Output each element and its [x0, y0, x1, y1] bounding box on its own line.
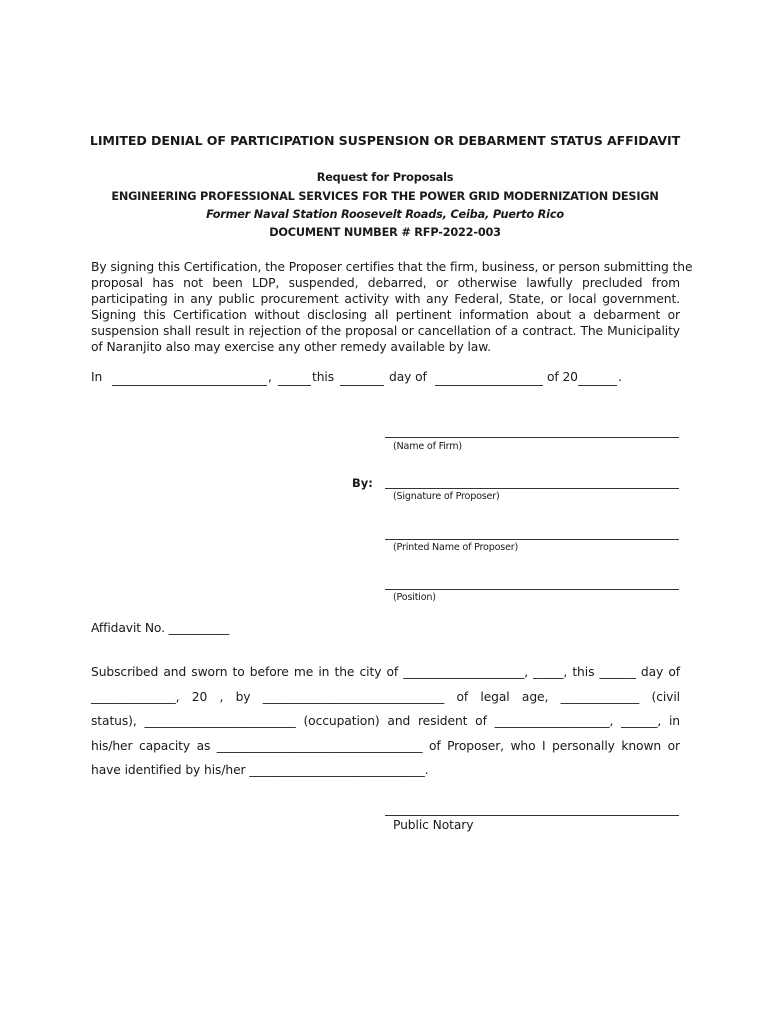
month-blank[interactable] — [435, 385, 543, 386]
paragraph-line: of Naranjito also may exercise any other remedy available by law. — [91, 340, 491, 354]
by-label: By: — [352, 476, 373, 490]
project-title: ENGINEERING PROFESSIONAL SERVICES FOR THE POWER GRID MODERNIZATION DESIGN — [111, 190, 659, 203]
firm-name-line[interactable] — [385, 437, 679, 438]
certification-paragraph — [91, 259, 693, 355]
notary-line: ______________, 20 , by ______________________________ of legal age, _____________ (civil — [91, 689, 680, 704]
day-number-blank[interactable] — [340, 385, 384, 386]
paragraph-line: proposal has not been LDP, suspended, debarred, or otherwise lawfully precluded from — [91, 276, 680, 290]
project-location: Former Naval Station Roosevelt Roads, Ceiba, Puerto Rico — [206, 208, 564, 221]
notary-paragraph — [91, 660, 680, 783]
notary-line: Subscribed and sworn to before me in the city of ____________________, _____, this ______ day of — [91, 665, 680, 679]
document-title: LIMITED DENIAL OF PARTICIPATION SUSPENSION OR DEBARMENT STATUS AFFIDAVIT — [89, 133, 681, 148]
date-line-this: this — [312, 370, 335, 384]
paragraph-line: participating in any public procurement activity with any Federal, State, or local government. — [91, 292, 680, 306]
printed-name-label: (Printed Name of Proposer) — [393, 542, 519, 553]
notary-line: status), _________________________ (occupation) and resident of ___________________, ______, in — [91, 714, 680, 728]
position-line[interactable] — [385, 589, 679, 590]
notary-signature-line[interactable] — [385, 815, 679, 816]
signature-line[interactable] — [385, 488, 679, 489]
document-number: DOCUMENT NUMBER # RFP-2022-003 — [269, 226, 501, 239]
position-label: (Position) — [393, 592, 436, 603]
paragraph-line: By signing this Certification, the Proposer certifies that the firm, business, or person submitting the — [91, 260, 693, 274]
date-line-day-of: day of — [389, 370, 427, 384]
paragraph-line: suspension shall result in rejection of the proposal or cancellation of a contract. The Municipality — [91, 324, 680, 338]
rfp-subtitle: Request for Proposals — [316, 171, 454, 184]
date-line-in: In — [91, 370, 103, 384]
day-blank[interactable] — [278, 385, 311, 386]
public-notary-label: Public Notary — [393, 818, 474, 832]
date-line-of-20: of 20 — [547, 370, 578, 384]
paragraph-line: Signing this Certification without disclosing all pertinent information about a debarment or — [91, 308, 680, 322]
city-blank[interactable] — [112, 385, 267, 386]
date-line-period: . — [618, 370, 622, 384]
signature-label: (Signature of Proposer) — [393, 491, 500, 502]
printed-name-line[interactable] — [385, 539, 679, 540]
year-blank[interactable] — [578, 385, 617, 386]
firm-name-label: (Name of Firm) — [393, 441, 462, 452]
notary-line: his/her capacity as __________________________________ of Proposer, who I personally known or — [91, 738, 680, 753]
date-line-comma: , — [268, 370, 272, 384]
affidavit-number: Affidavit No. __________ — [91, 621, 230, 635]
notary-line: have identified by his/her _____________________________. — [91, 763, 429, 777]
